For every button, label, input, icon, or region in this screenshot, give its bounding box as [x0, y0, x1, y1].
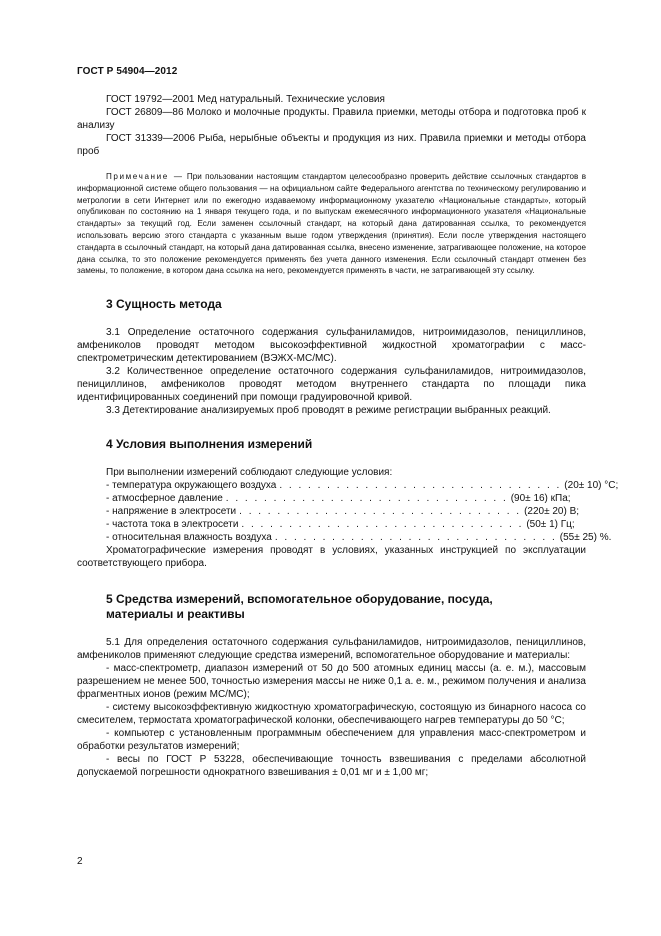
running-header: ГОСТ Р 54904—2012	[77, 66, 178, 77]
condition-value: (50± 1) Гц;	[526, 519, 575, 531]
section-4-heading: 4 Условия выполнения измерений	[106, 437, 313, 452]
conditions-outro: Хроматографические измерения проводят в условиях, указанных инструкцией по эксплуатации соответствующего прибора.	[77, 545, 586, 570]
note-paragraph	[77, 171, 586, 277]
normative-ref: ГОСТ 31339—2006 Рыба, нерыбные объекты и продукция из них. Правила приемки и методы отбора проб	[77, 133, 586, 157]
condition-row	[106, 492, 571, 505]
clause-3-2: 3.2 Количественное определение остаточного содержания сульфаниламидов, нитроимидазолов, пенициллинов, амфениколов проводят методом внутреннего стандарта по площади пика идентифицированных соединений при помощи градуировочной кривой.	[77, 366, 586, 404]
equipment-item: - весы по ГОСТ Р 53228, обеспечивающие точность взвешивания с пределами абсолютной допускаемой погрешности однократного взвешивания ± 0,01 мг и ± 1,00 мг;	[77, 754, 586, 779]
dot-leader: . . . . . . . . . . . . . . . . . . . . . . . . . . . . . .	[241, 519, 524, 531]
clause-5-1: 5.1 Для определения остаточного содержания сульфаниламидов, нитроимидазолов, пенициллинов, амфениколов применяют следующие средства измерений, вспомогательное оборудование и материалы:	[77, 637, 586, 662]
normative-ref: ГОСТ 19792—2001 Мед натуральный. Технические условия	[106, 94, 385, 105]
condition-name: - температура окружающего воздуха	[106, 480, 277, 492]
section-5-heading-line1: 5 Средства измерений, вспомогательное оборудование, посуда,	[106, 592, 493, 607]
clause-3-1: 3.1 Определение остаточного содержания сульфаниламидов, нитроимидазолов, пенициллинов, амфениколов проводят методом высокоэффективной жидкостной хроматографии с масс-спектрометрическим детектированием (ВЭЖХ-МС/МС).	[77, 327, 586, 365]
condition-row	[106, 531, 612, 544]
conditions-intro: При выполнении измерений соблюдают следующие условия:	[106, 467, 393, 479]
dot-leader: . . . . . . . . . . . . . . . . . . . . . . . . . . . . . .	[225, 493, 508, 505]
section-3-heading: 3 Сущность метода	[106, 297, 222, 312]
condition-name: - атмосферное давление	[106, 493, 223, 505]
condition-row	[106, 518, 575, 531]
condition-value: (55± 25) %.	[559, 532, 612, 544]
note-text: При пользовании настоящим стандартом целесообразно проверить действие ссылочных стандартов в информационной системе общего пользования — на официальном сайте Федерального агентства по техническому регулированию и метрологии в сети Интернет или по ежегодно издаваемому информационному указателю «Национальные стандарты», который опубликован по состоянию на 1 января текущего года, и по выпускам ежемесячного информационного указателя «Национальные стандарты» за текущий год. Если заменен ссылочный стандарт, на который дана датированная ссылка, то рекомендуется использовать версию этого стандарта с указанным выше годом утверждения (принятия). Если после утверждения настоящего стандарта в ссылочный стандарт, на который дана датированная ссылка, внесено изменение, затрагивающее положение, на которое дана ссылка, то это положение рекомендуется применять без учета данного изменения. Если ссылочный стандарт отменен без замены, то положение, в котором дана ссылка на него, рекомендуется применять в части, не затрагивающей эту ссылку.	[77, 172, 587, 276]
condition-name: - напряжение в электросети	[106, 506, 237, 518]
condition-row	[106, 505, 580, 518]
equipment-item: - компьютер с установленным программным обеспечением для управления масс-спектрометром и обработки результатов измерений;	[77, 728, 586, 753]
clause-3-3: 3.3 Детектирование анализируемых проб проводят в режиме регистрации выбранных реакций.	[106, 405, 551, 417]
note-label: Примечание —	[106, 172, 184, 181]
condition-value: (20± 10) °С;	[564, 480, 619, 492]
condition-name: - относительная влажность воздуха	[106, 532, 272, 544]
condition-value: (220± 20) В;	[524, 506, 580, 518]
condition-name: - частота тока в электросети	[106, 519, 239, 531]
dot-leader: . . . . . . . . . . . . . . . . . . . . . . . . . . . . . .	[279, 480, 562, 492]
dot-leader: . . . . . . . . . . . . . . . . . . . . . . . . . . . . . .	[274, 532, 557, 544]
page-number: 2	[77, 856, 83, 867]
equipment-item: - систему высокоэффективную жидкостную хроматографическую, состоящую из бинарного насоса со смесителем, термостата хроматографической колонки, обеспечивающего нагрев температуры до 50 °С;	[77, 702, 586, 727]
condition-value: (90± 16) кПа;	[510, 493, 571, 505]
equipment-item: - масс-спектрометр, диапазон измерений от 50 до 500 атомных единиц массы (а. е. м.), массовым разрешением не менее 500, точностью измерения массы не ниже 0,1 а. е. м., режимом получения и анализа фрагментных ионов (режим МС/МС);	[77, 663, 586, 701]
page-content	[77, 93, 619, 779]
normative-ref: ГОСТ 26809—86 Молоко и молочные продукты. Правила приемки, методы отбора и подготовка проб к анализу	[77, 107, 586, 131]
condition-row	[106, 479, 619, 492]
section-5-heading	[106, 592, 586, 622]
dot-leader: . . . . . . . . . . . . . . . . . . . . . . . . . . . . . .	[239, 506, 522, 518]
section-5-heading-line2: материалы и реактивы	[106, 607, 245, 622]
conditions-list	[77, 479, 619, 544]
